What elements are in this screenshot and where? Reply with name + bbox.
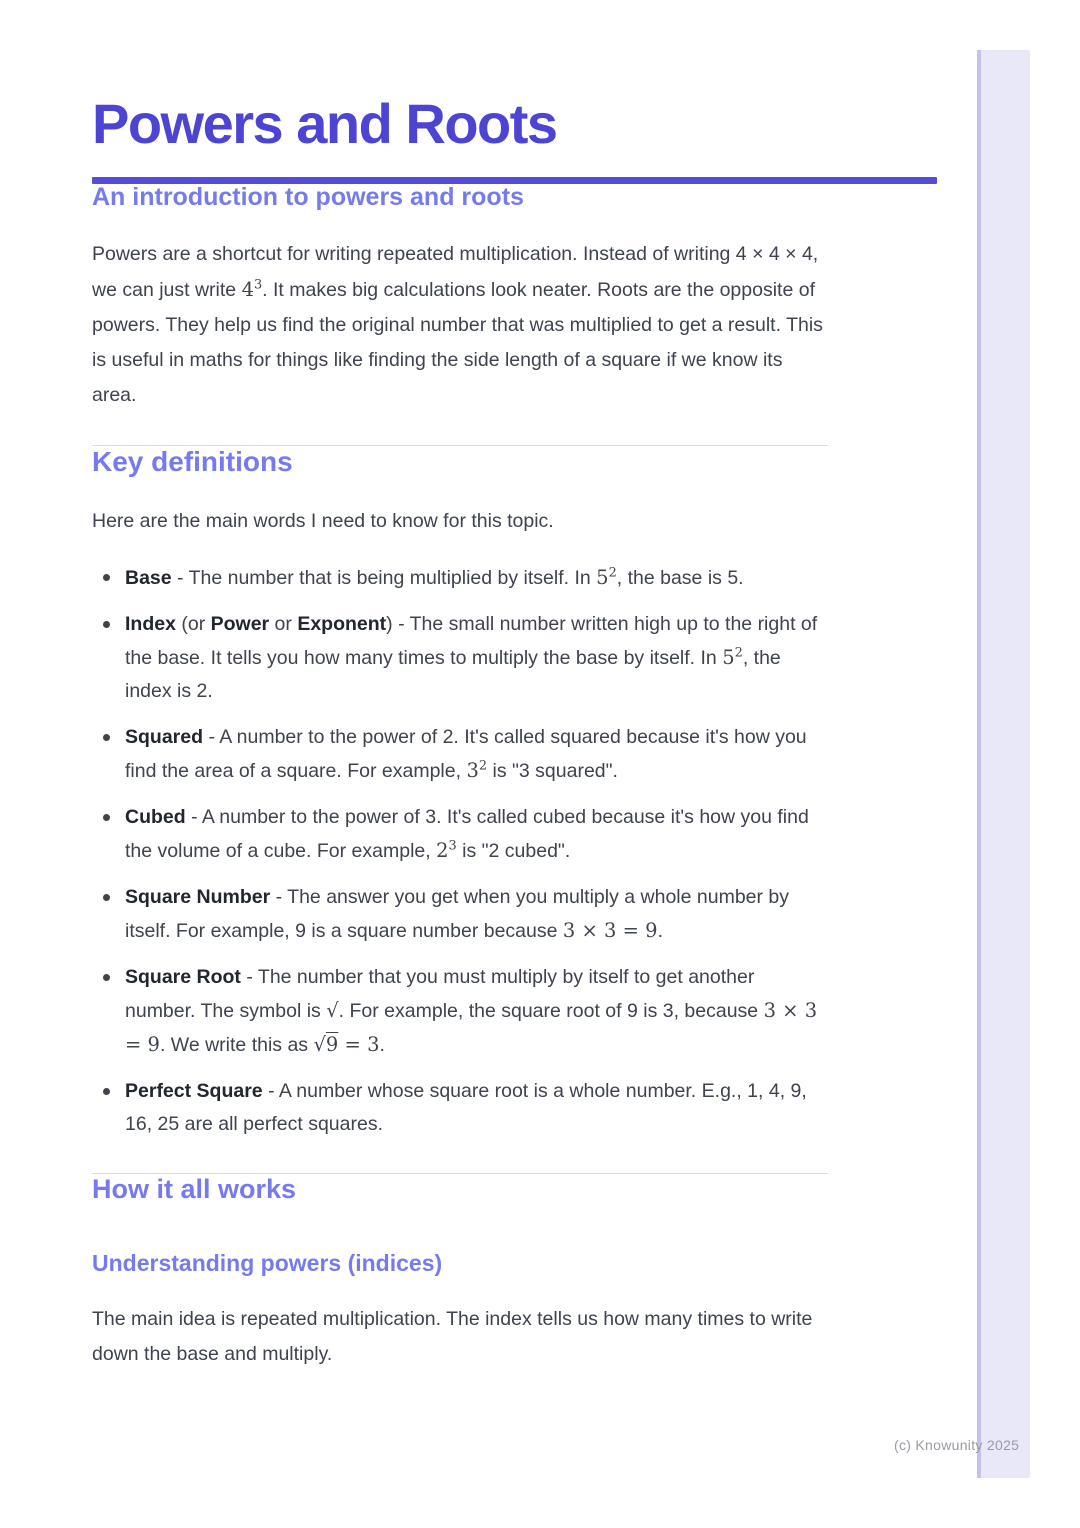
definition-item-square-root — [92, 961, 828, 1062]
definition-item-squared — [92, 721, 828, 788]
definition-text: Square Root - The number that you must multiply by itself to get another number. The symbol is √. For example, the square root of 9 is 3, because 3 × 3 = 9. We write this as √9 = 3. — [125, 966, 818, 1056]
intro-paragraph: Powers are a shortcut for writing repeated multiplication. Instead of writing 4 × 4 × 4, we can just write $4^3$. It makes big calculations look neater. Roots are the opposite of powers. They help us find the original number that was multiplied to get a result. This is useful in maths for things like finding the side length of a square if we know its area. — [92, 243, 823, 406]
section-heading-how-it-works: How it all works — [92, 1174, 297, 1204]
definition-item-perfect-square — [92, 1075, 828, 1141]
document-content — [92, 0, 828, 1372]
bullet-dot — [103, 621, 110, 628]
definitions-lead: Here are the main words I need to know for this topic. — [92, 510, 554, 532]
bullet-dot — [103, 974, 110, 981]
definition-text: Cubed - A number to the power of 3. It's called cubed because it's how you find the volume of a cube. For example, $2^3$ is "2 cubed". — [125, 806, 809, 862]
definition-item-base — [92, 561, 828, 595]
page-title: Powers and Roots — [92, 92, 557, 155]
bullet-dot — [103, 894, 110, 901]
definition-item-cubed — [92, 801, 828, 868]
bullet-dot — [103, 1088, 110, 1095]
definition-text: Squared - A number to the power of 2. It's called squared because it's how you find the area of a square. For example, $3^2$ is "3 squared". — [125, 726, 807, 782]
bullet-dot — [103, 814, 110, 821]
section-heading-introduction: An introduction to powers and roots — [92, 183, 524, 211]
subsection-heading-understanding-powers: Understanding powers (indices) — [92, 1250, 443, 1276]
definition-text: Perfect Square - A number whose square root is a whole number. E.g., 1, 4, 9, 16, 25 are all perfect squares. — [125, 1080, 807, 1135]
definition-text: Square Number - The answer you get when you multiply a whole number by itself. For example, 9 is a square number because 3 × 3 = 9. — [125, 886, 790, 942]
bullet-dot — [103, 574, 110, 581]
definitions-list — [92, 561, 828, 1141]
bullet-dot — [103, 734, 110, 741]
how-paragraph: The main idea is repeated multiplication. The index tells us how many times to write down the base and multiply. — [92, 1308, 813, 1365]
right-accent-bar — [977, 50, 1030, 1478]
definition-text: Index (or Power or Exponent) - The small number written high up to the right of the base. It tells you how many times to multiply the base by itself. In $5^2$, the index is 2. — [125, 613, 818, 702]
definition-text: Base - The number that is being multiplied by itself. In $5^2$, the base is 5. — [125, 565, 744, 589]
section-heading-key-definitions: Key definitions — [92, 446, 293, 477]
copyright-watermark: (c) Knowunity 2025 — [894, 1437, 1020, 1453]
definition-item-square-number — [92, 881, 828, 948]
definition-item-index — [92, 608, 828, 708]
